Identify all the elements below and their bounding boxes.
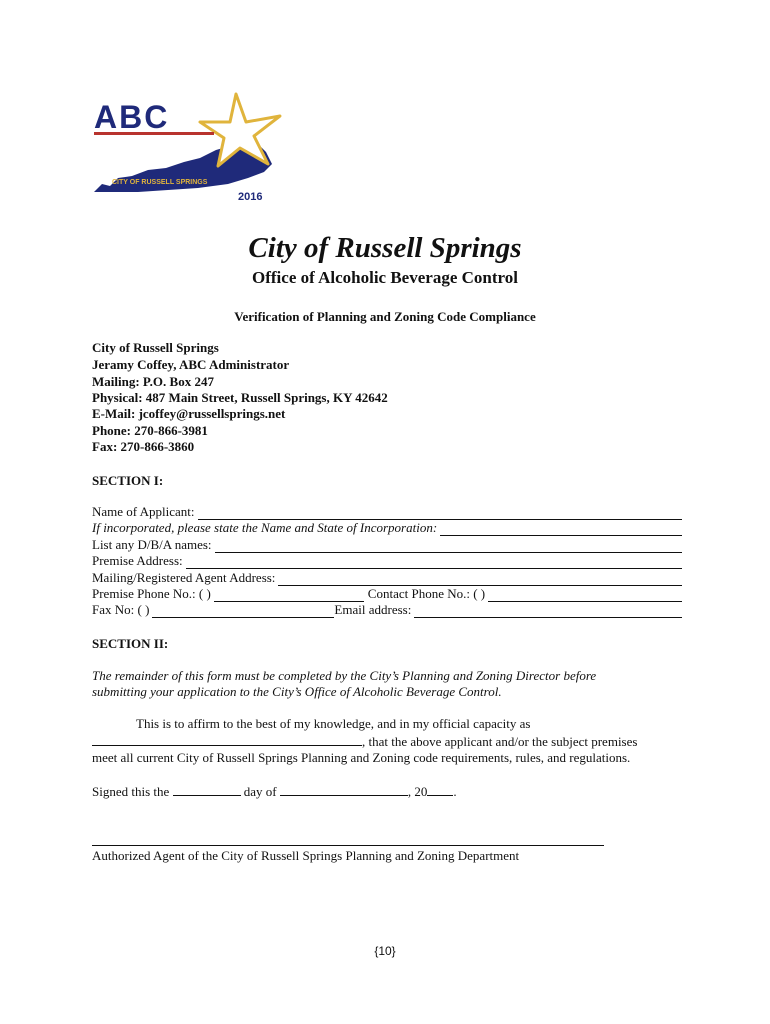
signed-end: .: [453, 784, 457, 799]
page-number: {10}: [374, 944, 396, 958]
contact-line: Physical: 487 Main Street, Russell Springs, KY 42642: [92, 390, 388, 405]
signed-year-field[interactable]: [427, 783, 453, 796]
premise-address-field[interactable]: [186, 555, 682, 569]
incorporation-label: If incorporated, please state the Name and State of Incorporation:: [92, 520, 438, 535]
contact-phone-field[interactable]: [488, 588, 682, 602]
contact-line: Phone: 270-866-3981: [92, 423, 208, 438]
contact-phone-label: Contact Phone No.: ( ): [367, 586, 486, 601]
email-label: Email address:: [334, 602, 412, 617]
applicant-name-field[interactable]: [198, 506, 682, 520]
email-field[interactable]: [414, 604, 682, 618]
signed-day-field[interactable]: [173, 783, 241, 796]
section-1-heading: SECTION I:: [92, 473, 164, 488]
abc-logo: [88, 92, 298, 208]
applicant-name-row: [92, 503, 682, 520]
signature-caption: Authorized Agent of the City of Russell Springs Planning and Zoning Department: [92, 848, 520, 863]
phone-row: [92, 585, 682, 602]
logo-letters: ABC: [94, 99, 170, 135]
logo-year: 2016: [238, 191, 263, 203]
applicant-name-label: Name of Applicant:: [92, 504, 195, 519]
section-2-heading: SECTION II:: [92, 636, 169, 651]
affirm-line-1: This is to affirm to the best of my knowledge, and in my official capacity as: [136, 716, 531, 731]
official-capacity-field[interactable]: [92, 733, 362, 746]
logo-banner-text: CITY OF RUSSELL SPRINGS: [112, 179, 208, 186]
affirm-line-2-text: , that the above applicant and/or the subject premises: [362, 734, 638, 749]
dba-label: List any D/B/A names:: [92, 537, 212, 552]
premise-phone-label: Premise Phone No.: ( ): [92, 586, 211, 601]
premise-address-label: Premise Address:: [92, 553, 183, 568]
form-name: Verification of Planning and Zoning Code Compliance: [234, 309, 536, 324]
instructions-line: The remainder of this form must be completed by the City’s Planning and Zoning Director before: [92, 668, 597, 683]
page-title: City of Russell Springs: [248, 232, 522, 264]
fax-email-row: [92, 601, 682, 618]
fax-label: Fax No: ( ): [92, 602, 150, 617]
signature-line[interactable]: [92, 845, 604, 846]
signed-year-prefix: , 20: [407, 784, 428, 799]
abc-logo-graphic: [88, 92, 298, 208]
incorporation-row: [92, 519, 682, 536]
page-subtitle: Office of Alcoholic Beverage Control: [252, 268, 518, 287]
incorporation-field[interactable]: [440, 522, 682, 536]
contact-line: Mailing: P.O. Box 247: [92, 374, 214, 389]
instructions-line: submitting your application to the City’s Office of Alcoholic Beverage Control.: [92, 684, 502, 699]
mailing-address-row: [92, 569, 682, 586]
dba-row: [92, 536, 682, 553]
signed-day-of: day of: [243, 784, 277, 799]
contact-line: City of Russell Springs: [92, 340, 219, 355]
contact-line: Jeramy Coffey, ABC Administrator: [92, 357, 290, 372]
contact-line: Fax: 270-866-3860: [92, 439, 195, 454]
affirm-line-2: [92, 733, 637, 750]
premise-address-row: [92, 552, 682, 569]
dba-field[interactable]: [215, 539, 682, 553]
mailing-address-label: Mailing/Registered Agent Address:: [92, 570, 276, 585]
fax-field[interactable]: [152, 604, 334, 618]
signed-month-field[interactable]: [280, 783, 408, 796]
signed-prefix: Signed this the: [92, 784, 170, 799]
premise-phone-field[interactable]: [214, 588, 364, 602]
affirm-line-3: meet all current City of Russell Springs Planning and Zoning code requirements, rules, and regulations.: [92, 750, 631, 765]
mailing-address-field[interactable]: [278, 572, 682, 586]
signed-line: [92, 783, 457, 800]
contact-line: E-Mail: jcoffey@russellsprings.net: [92, 406, 286, 421]
